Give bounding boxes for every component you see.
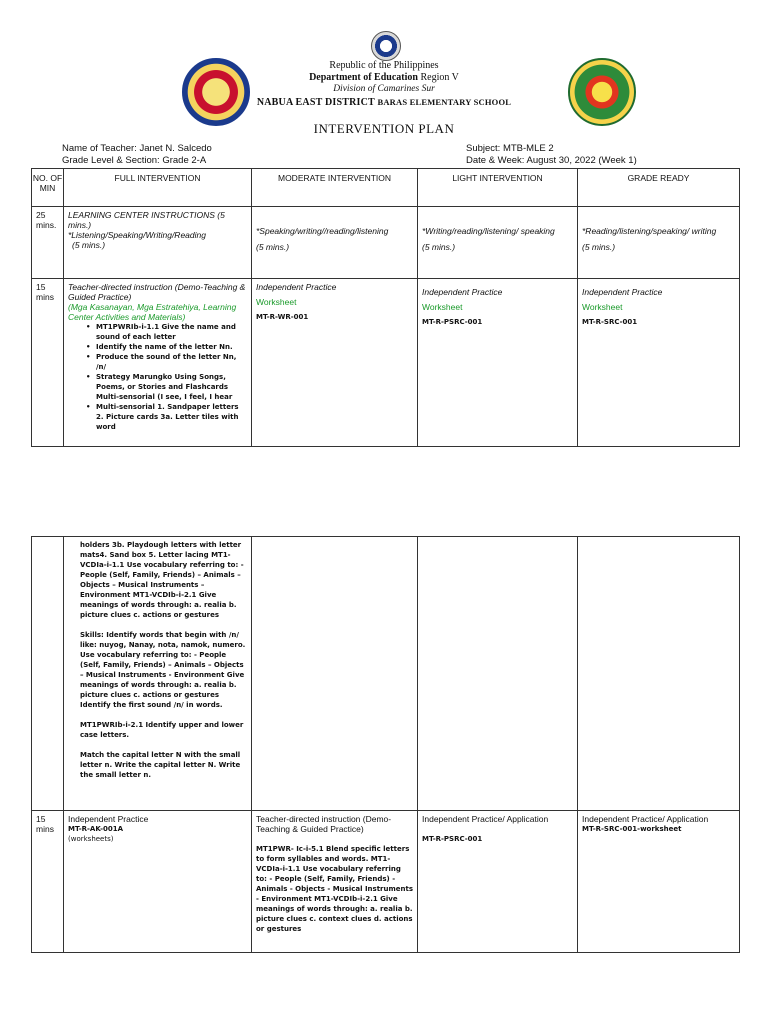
header-light: LIGHT INTERVENTION bbox=[418, 169, 578, 207]
header-full: FULL INTERVENTION bbox=[64, 169, 252, 207]
table-row bbox=[32, 207, 740, 279]
row2-min: 15 mins bbox=[32, 279, 64, 447]
table-row bbox=[32, 279, 740, 447]
deped-seal-icon bbox=[371, 31, 401, 61]
header-deped: Department of Education Region V bbox=[309, 72, 459, 83]
list-item: • Produce the sound of the letter Nn, /n/ bbox=[86, 352, 247, 372]
row1-ready: *Reading/listening/speaking/ writing (5 mins.) bbox=[578, 207, 740, 279]
list-item: • Multi-sensorial 1. Sandpaper letters 2. Picture cards 3a. Letter tiles with word bbox=[86, 402, 247, 432]
subject: Subject: MTB-MLE 2 bbox=[466, 143, 554, 154]
row2-moderate: Independent Practice Worksheet MT-R-WR-001 bbox=[252, 279, 418, 447]
list-item: • MT1PWRIb-i-1.1 Give the name and sound of each letter bbox=[86, 322, 247, 342]
row2-light: Independent Practice Worksheet MT-R-PSRC-001 bbox=[418, 279, 578, 447]
row4-min: 15 mins bbox=[32, 811, 64, 953]
row2-ready: Independent Practice Worksheet MT-R-SRC-001 bbox=[578, 279, 740, 447]
header-moderate: MODERATE INTERVENTION bbox=[252, 169, 418, 207]
list-item: • Identify the name of the letter Nn. bbox=[86, 342, 247, 352]
header-min: NO. OF MIN bbox=[32, 169, 64, 207]
intervention-table-part2 bbox=[31, 536, 740, 953]
header-district: NABUA EAST DISTRICT BARAS ELEMENTARY SCHOOL bbox=[256, 97, 512, 108]
row2-full: Teacher-directed instruction (Demo-Teaching & Guided Practice) (Mga Kasanayan, Mga Estratehiya, Learning Center Activities and Materials) • MT1PWRIb-i-1.1 Give the name and sound of each letter • Identify the name of the letter Nn. • Produce the sound of the letter Nn, /n/ • Strategy Marungko Using Songs, Poems, or Stories and Flashcards Multi-sensorial (I see, I feel, I hear • Multi-sensorial 1. Sandpaper letters 2. Picture cards 3a. Letter tiles with word bbox=[64, 279, 252, 447]
table-row bbox=[32, 811, 740, 953]
row1-light: *Writing/reading/listening/ speaking (5 mins.) bbox=[418, 207, 578, 279]
row3-full: holders 3b. Playdough letters with letter mats4. Sand box 5. Letter lacing MT1-VCDIa-i-1.1 Use vocabulary referring to: - People (Self, Family, Friends) – Animals – Objects – Musical Instruments – Environment MT1-VCDIb-i-2.1 Give meanings of words through: a. realia b. picture clues c. actions or gestures Skills: Identify words that begin with /n/ like: nuyog, Nanay, nota, namok, numero. Use vocabulary referring to: - People (Self, Family, Friends) – Animals – Objects – Musical Instruments - Environment Give meanings of words through: a. realia b. picture clues c. actions or gestures Identify the first sound /n/ in words. MT1PWRIb-i-2.1 Identify upper and lower case letters. Match the capital letter N with the small letter n. Write the capital letter N. Write the small letter n. bbox=[64, 537, 252, 811]
intervention-table-part1 bbox=[31, 168, 740, 447]
page-title: INTERVENTION PLAN bbox=[313, 121, 455, 136]
grade-section: Grade Level & Section: Grade 2-A bbox=[62, 155, 207, 166]
row1-full: LEARNING CENTER INSTRUCTIONS (5 mins.) *Listening/Speaking/Writing/Reading (5 mins.) bbox=[64, 207, 252, 279]
row4-ready: Independent Practice/ Application MT-R-SRC-001-worksheet bbox=[578, 811, 740, 953]
teacher-name: Name of Teacher: Janet N. Salcedo bbox=[62, 143, 212, 154]
table-header-row bbox=[32, 169, 740, 207]
row4-moderate: Teacher-directed instruction (Demo-Teaching & Guided Practice) MT1PWR- Ic-i-5.1 Blend specific letters to form syllables and words. MT1-VCDIa-i-1.1 Use vocabulary referring to: - People (Self, Family, Friends) - Animals - Objects - Musical Instruments - Environment MT1-VCDIb-i-2.1 Give meanings of words through: a. realia b. picture clues c. context clues d. actions or gestures bbox=[252, 811, 418, 953]
header-republic: Republic of the Philippines bbox=[329, 60, 439, 71]
row1-moderate: *Speaking/writing//reading/listening (5 mins.) bbox=[252, 207, 418, 279]
table-row bbox=[32, 537, 740, 811]
header-division: Division of Camarines Sur bbox=[333, 84, 435, 94]
row4-full: Independent Practice MT-R-AK-001A (worksheets) bbox=[64, 811, 252, 953]
row1-min: 25 mins. bbox=[32, 207, 64, 279]
skills-list bbox=[68, 322, 247, 432]
date-week: Date & Week: August 30, 2022 (Week 1) bbox=[466, 155, 637, 166]
header-ready: GRADE READY bbox=[578, 169, 740, 207]
list-item: • Strategy Marungko Using Songs, Poems, or Stories and Flashcards Multi-sensorial (I see, I feel, I hear bbox=[86, 372, 247, 402]
row4-light: Independent Practice/ Application MT-R-PSRC-001 bbox=[418, 811, 578, 953]
